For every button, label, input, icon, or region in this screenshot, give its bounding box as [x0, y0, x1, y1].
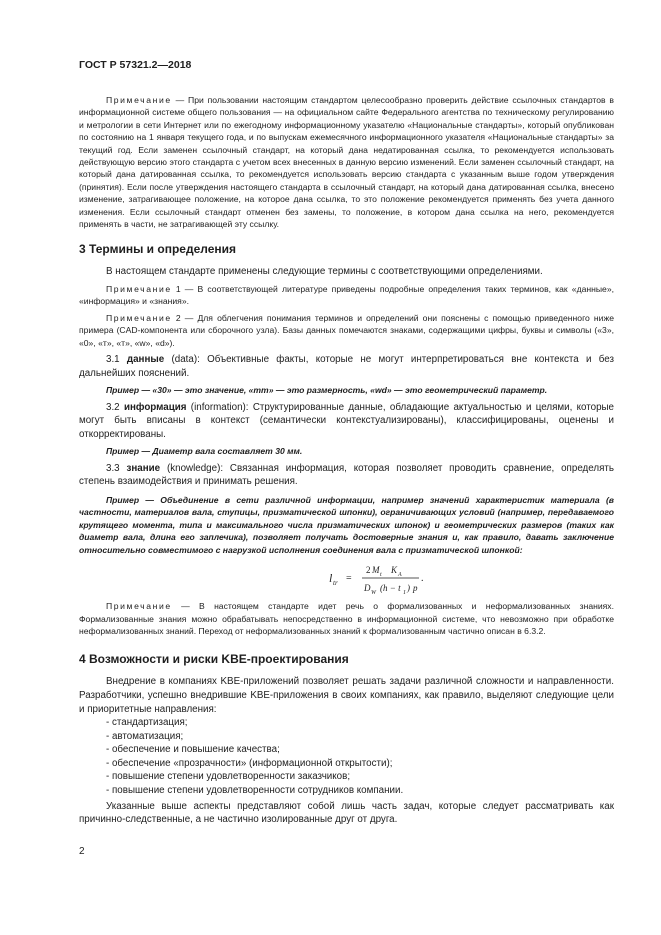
note-text: — При пользовании настоящим стандартом целесообразно проверить действие ссылочных стандартов в информационной системе общего пользования — на официальном сайте Федерального агентства по техническому регулированию и метрологии в сети Интернет или по ежегодному информационному указателю «Национальные стандарты», который опубликован по состоянию на 1 января текущего года, и по выпускам ежемесячного информационного указателя «Национальные стандарты» за текущий год. Если заменен ссылочный стандарт, на который дана недатированная ссылка, то рекомендуется использовать действующую версию этого стандарта с учетом всех внесенных в данную версию изменений. Если заменен ссылочный стандарт, на который дана датированная ссылка, то рекомендуется использовать версию стандарта с указанным выше годом утверждения (принятия). Если после утверждения настоящего стандарта в ссылочный стандарт, на который дана датированная ссылка, внесено изменение, затрагивающее положение, на которое дана ссылка, то это положение рекомендуется применять без учета данного изменения. Если ссылочный стандарт отменен без замены, то положение, в котором дана ссылка на него, рекомендуется применять в части, не затрагивающей эту ссылку. — [79, 95, 614, 230]
example-knowledge: Пример — Объединение в сети различной информации, например значений характеристик материала (в частности, материалов вала, ступицы, призматической шпонки), ограничивающих условий (например, передаваемого крутящего момента, типа и максимального числа призматических шпонок) и геометрических размеров (таких как диаметр вала, длина его заплечика), позволяет получать достоверные знания и, как правило, давать заключение относительно совместимого с нагрузкой исполнения соединения вала с призматической шпонкой: — [79, 495, 614, 555]
formula-num-coef: 2 — [366, 565, 371, 576]
term-number: 3.3 — [106, 462, 127, 474]
section-3-note-1 — [79, 283, 614, 308]
goals-list — [79, 716, 614, 798]
section-4-outro: Указанные выше аспекты представляют собой лишь часть задач, которые следует рассматривать как причинно-следственные, а не частично изолированные друг от друга. — [79, 800, 614, 826]
section-4-intro: Внедрение в компаниях KBE-приложений позволяет решать задачи различной сложности и направленности. Разработчики, успешно внедрившие KBE-приложения в своих компаниях, как правило, выделяют следующие цели и приоритетные направления: — [79, 676, 614, 715]
example-information: Пример — Диаметр вала составляет 30 мм. — [106, 446, 303, 457]
list-item: - автоматизация; — [106, 730, 184, 742]
section-3-title: 3 Термины и определения — [79, 242, 237, 257]
formula-equals: = — [346, 573, 352, 585]
reference-note — [79, 94, 614, 230]
section-4-title: 4 Возможности и риски KBE-проектирования — [79, 652, 349, 667]
term-definition: (knowledge): Связанная информация, которая позволяет проводить сравнение, определять степень взаимодействия и принимать решения. — [79, 462, 615, 488]
term-knowledge — [79, 462, 614, 489]
formula-den-d-sub: W — [371, 590, 376, 597]
term-number: 3.2 — [106, 401, 124, 413]
formula-num-k: K — [391, 565, 398, 576]
note-text: 2 — Для облегчения понимания терминов и определений они пояснены с помощью приведенного ниже примера (CAD-компонента или сборочного узла). Базы данных помечаются знаками, содержащими цифры, буквы и символы («3», «0», «т», «т», «w», «d»). — [79, 312, 614, 348]
formula-den-close: ) — [407, 583, 410, 594]
term-number: 3.1 — [106, 354, 127, 366]
section-3-note-2 — [79, 312, 614, 349]
list-item: - повышение степени удовлетворенности заказчиков; — [106, 771, 351, 783]
list-item: - обеспечение «прозрачности» (информационной открытости); — [106, 757, 393, 769]
formula-den-mid: (h − t — [380, 583, 401, 594]
term-information — [79, 401, 614, 442]
list-item: - обеспечение и повышение качества; — [106, 744, 280, 756]
formula-lhs: l — [329, 571, 333, 586]
term-definition: (data): Объективные факты, которые не могут интерпретироваться вне контекста и без дальнейших пояснений. — [79, 354, 614, 379]
formula-den-d: D — [364, 583, 371, 594]
formula-den-p: p — [413, 583, 418, 594]
note-text: — В настоящем стандарте идет речь о формализованных и неформализованных знаниях. Формализованные знания можно обрабатывать непосредственно в информационной системе, что невозможно при обработке неформализованных знаний. Переход от неформализованных знаний к формализованным частично описан в 6.3.2. — [79, 601, 614, 636]
note-label: Примечание — [106, 95, 172, 105]
document-header: ГОСТ Р 57321.2—2018 — [79, 59, 192, 71]
example-data: Пример — «30» — это значение, «тт» — это размерность, «wd» — это геометрический параметр. — [106, 385, 548, 396]
list-item: - повышение степени удовлетворенности сотрудников компании. — [106, 785, 404, 797]
formula-lhs-sub: tr — [333, 579, 338, 588]
note-label: Примечание — [106, 601, 172, 612]
term-name: знание — [126, 462, 161, 474]
term-definition: (information): Структурированные данные, обладающие актуальностью и целями, которые могут быть вписаны в контекст (семантически контекстуализированы), классифицированы, оценены и откорректированы. — [79, 401, 615, 440]
term-name: данные — [126, 354, 165, 366]
page-number: 2 — [79, 846, 85, 857]
formula-graphic — [79, 556, 614, 598]
term-data — [79, 353, 614, 380]
section-3-note-3 — [79, 600, 614, 637]
page-content — [79, 94, 614, 827]
formula-num-m-sub: t — [380, 572, 382, 579]
term-name: информация — [123, 401, 187, 413]
note-label: Примечание — [106, 312, 172, 323]
note-text: 1 — В соответствующей литературе приведены подробные определения таких терминов, как «данные», «информация» и «знания». — [79, 284, 614, 307]
formula-num-k-sub: A — [398, 572, 402, 579]
section-3-intro: В настоящем стандарте применены следующие термины с соответствующими определениями. — [106, 266, 543, 278]
formula — [79, 556, 614, 598]
formula-den-mid-sub: 1 — [403, 590, 406, 597]
note-label: Примечание — [106, 284, 172, 295]
formula-dot: . — [421, 573, 424, 585]
list-item: - стандартизация; — [106, 717, 188, 729]
formula-num-m: M — [372, 565, 380, 576]
